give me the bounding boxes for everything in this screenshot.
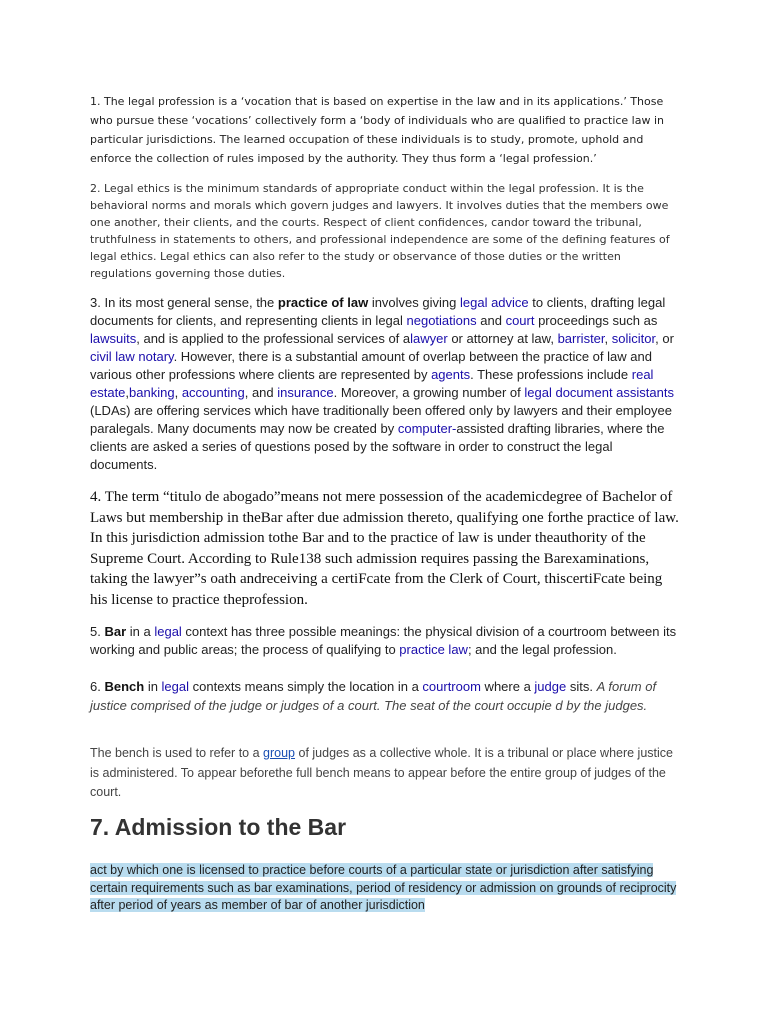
bold-bar: Bar (104, 624, 127, 639)
paragraph-bench-collective: The bench is used to refer to a group of judges as a collective whole. It is a tribunal or place where justice is administered. To appear beforethe full bench means to appear before the entire group of judges of the court. (90, 746, 673, 799)
link-insurance[interactable]: insurance (277, 385, 334, 400)
link-practice-law[interactable]: practice law (399, 642, 468, 657)
heading-admission-to-the-bar: 7. Admission to the Bar (90, 814, 347, 840)
link-lawyer[interactable]: lawyer (410, 331, 448, 346)
italic-bench-definition: A forum of justice comprised of the judge or judges of a court. The seat of the court occupie d by the judges. (90, 679, 657, 713)
paragraph-1-legal-profession: 1. The legal profession is a ‘vocation that is based on expertise in the law and in its applications.’ Those who pursue these ‘vocations’ collectively form a ‘body of individuals who are qualified to practice law in particular jurisdictions. The learned occupation of these individuals is to study, promote, uphold and enforce the collection of rules imposed by the authority. They thus form a ‘legal profession.’ (90, 95, 665, 165)
paragraph-3-practice-of-law: 3. In its most general sense, the practice of law involves giving legal advice to clients, drafting legal documents for clients, and representing clients in legal negotiations and court proceedings such as lawsuits, and is applied to the professional services of alawyer or attorney at law, barrister, solicitor, or civil law notary. However, there is a substantial amount of overlap between the practice of law and various other professions where clients are represented by agents. These professions include real estate,banking, accounting, and insurance. Moreover, a growing number of legal document assistants (LDAs) are offering services which have traditionally been offered only by lawyers and their employee paralegals. Many documents may now be created by computer-assisted drafting libraries, where the clients are asked a series of questions posed by the software in order to construct the legal documents. (90, 295, 674, 472)
link-barrister[interactable]: barrister (557, 331, 605, 346)
bold-practice-of-law: practice of law (277, 295, 369, 310)
link-banking[interactable]: banking (129, 385, 175, 400)
paragraph-2-legal-ethics: 2. Legal ethics is the minimum standards of appropriate conduct within the legal profession. It is the behavioral norms and morals which govern judges and lawyers. It involves duties that the members owe one another, their clients, and the courts. Respect of client confidences, candor toward the tribunal, truthfulness in statements to others, and professional independence are some of the defining features of legal ethics. Legal ethics can also refer to the study or observance of those duties or the written regulations governing those duties. (90, 182, 670, 280)
link-real-estate[interactable]: real estate (90, 367, 654, 400)
paragraph-4-titulo-de-abogado: 4. The term “titulo de abogado”means not mere possession of the academicdegree of Bachelor of Laws but membership in theBar after due admission thereto, qualifying one forthe practice of law. In this jurisdiction admission tothe Bar and to the practice of law is under theauthority of the Supreme Court. According to Rule138 such admission requires passing the Barexaminations, taking the lawyer”s oath andreceiving a certiFcate from the Clerk of Court, thiscertiFcate being his license to practice theprofession. (90, 489, 679, 608)
link-group[interactable]: group (263, 746, 296, 760)
highlighted-text: act by which one is licensed to practice before courts of a particular state or jurisdiction after satisfying certain requirements such as bar examinations, period of residency or admission on grounds of reciprocity after period of years as member of bar of another jurisdiction (90, 863, 677, 912)
link-courtroom[interactable]: courtroom (422, 679, 481, 694)
link-computer[interactable]: computer- (397, 421, 457, 436)
link-legal-bench[interactable]: legal (161, 679, 190, 694)
link-court[interactable]: court (505, 313, 535, 328)
paragraph-6-bench: 6. Bench in legal contexts means simply the location in a courtroom where a judge sits. A forum of justice comprised of the judge or judges of a court. The seat of the court occupie d by the judges. (90, 679, 657, 713)
link-accounting[interactable]: accounting (181, 385, 245, 400)
link-legal[interactable]: legal (154, 624, 182, 639)
link-civil-law-notary[interactable]: civil law notary (90, 349, 174, 364)
paragraph-5-bar: 5. Bar in a legal context has three possible meanings: the physical division of a courtroom between its working and public areas; the process of qualifying to practice law; and the legal profession. (90, 624, 677, 657)
link-agents[interactable]: agents (431, 367, 471, 382)
link-judge[interactable]: judge (534, 679, 567, 694)
link-lawsuits[interactable]: lawsuits (90, 331, 137, 346)
link-negotiations[interactable]: negotiations (406, 313, 477, 328)
paragraph-admission-definition (90, 862, 680, 915)
link-legal-advice[interactable]: legal advice (459, 295, 529, 310)
link-legal-document-assistants[interactable]: legal document assistants (524, 385, 674, 400)
link-solicitor[interactable]: solicitor (611, 331, 656, 346)
bold-bench: Bench (104, 679, 145, 694)
